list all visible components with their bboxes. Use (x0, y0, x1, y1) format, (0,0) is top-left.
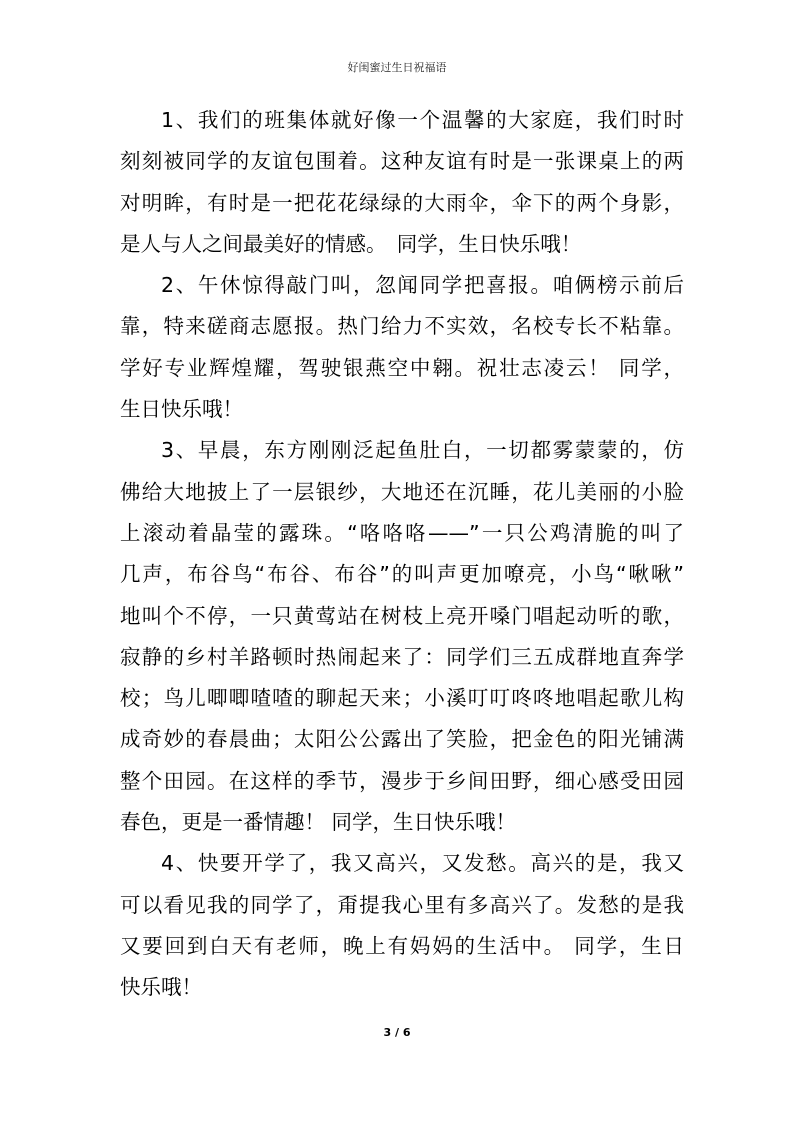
paragraph-line: 地叫个不停，一只黄莺站在树枝上亮开嗓门唱起动听的歌， (120, 603, 684, 628)
paragraph-line: 刻刻被同学的友谊包围着。这种友谊有时是一张课桌上的两 (120, 149, 684, 174)
paragraph-line: 是人与人之间最美好的情感。 同学，生日快乐哦！ (120, 231, 582, 256)
page-number: 3 / 6 (383, 1026, 411, 1039)
paragraph-line: 生日快乐哦！ (120, 397, 243, 422)
paragraph-line: 春色，更是一番情趣！ 同学，生日快乐哦！ (120, 810, 517, 835)
paragraph-line: 成奇妙的春晨曲；太阳公公露出了笑脸，把金色的阳光铺满 (120, 727, 684, 752)
paragraph-line: 佛给大地披上了一层银纱，大地还在沉睡，花儿美丽的小脸 (120, 479, 684, 504)
paragraph-line: 靠，特来磋商志愿报。热门给力不实效，名校专长不粘靠。 (120, 314, 684, 339)
paragraph-line: 寂静的乡村羊路顿时热闹起来了：同学们三五成群地直奔学 (120, 644, 684, 669)
paragraph-line: 4、快要开学了，我又高兴，又发愁。高兴的是，我又 (161, 851, 684, 876)
paragraph-2 (120, 265, 684, 430)
paragraph-1 (120, 100, 684, 265)
paragraph-line: 快乐哦！ (120, 975, 202, 1000)
paragraph-line: 1、我们的班集体就好像一个温馨的大家庭，我们时时 (161, 108, 684, 132)
paragraph-line: 2、午休惊得敲门叫，忽闻同学把喜报。咱俩榜示前后 (161, 273, 684, 298)
paragraph-line: 又要回到白天有老师，晚上有妈妈的生活中。 同学，生日 (120, 933, 684, 958)
page-header-title: 好闺蜜过生日祝福语 (347, 61, 447, 74)
paragraph-line: 整个田园。在这样的季节，漫步于乡间田野，细心感受田园 (120, 768, 684, 793)
paragraph-line: 几声，布谷鸟“布谷、布谷”的叫声更加嘹亮，小鸟“啾啾” (120, 562, 684, 587)
paragraph-line: 校；鸟儿唧唧喳喳的聊起天来；小溪叮叮咚咚地唱起歌儿构 (120, 686, 684, 711)
paragraph-line: 3、早晨，东方刚刚泛起鱼肚白，一切都雾蒙蒙的，仿 (161, 438, 684, 463)
paragraph-3 (120, 430, 684, 843)
paragraph-line: 学好专业辉煌耀，驾驶银燕空中翱。祝壮志凌云！ 同学， (120, 355, 684, 380)
paragraph-line: 可以看见我的同学了，甭提我心里有多高兴了。发愁的是我 (120, 892, 684, 917)
document-body (120, 100, 684, 1009)
paragraph-line: 上滚动着晶莹的露珠。“咯咯咯——”一只公鸡清脆的叫了 (120, 520, 684, 545)
paragraph-line: 对明眸，有时是一把花花绿绿的大雨伞，伞下的两个身影， (120, 190, 684, 215)
paragraph-4 (120, 843, 684, 1008)
